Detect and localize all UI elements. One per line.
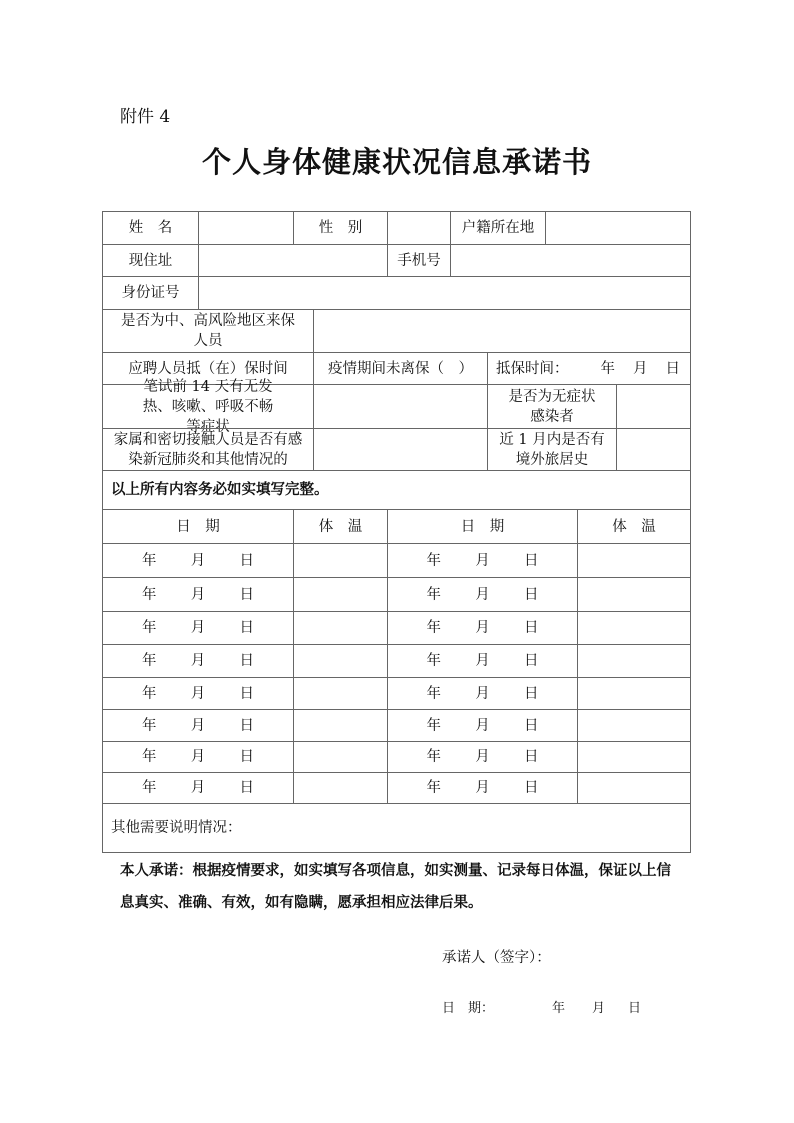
pledge-text: 本人承诺：根据疫情要求，如实填写各项信息，如实测量、记录每日体温，保证以上信息真实、准确、有效，如有隐瞒，愿承担相应法律后果。 [120,862,671,911]
temp-value-field[interactable] [577,611,691,645]
date-part: 日 [524,685,539,702]
day-text: 日 [665,360,680,377]
signer-label: 承诺人（签字）： [442,950,551,966]
date-parts [142,551,254,571]
notice-text: 以上所有内容务必如实填写完整。 [102,470,691,510]
date-part: 月 [475,653,490,669]
date-part: 日 [524,552,539,569]
temp-date-field[interactable] [102,644,294,678]
temp-header-1: 体 温 [293,509,388,544]
risk-area-label: 是否为中、高风险地区来保人员 [102,309,314,353]
temp-date-field[interactable] [102,709,294,742]
date-part: 年 [142,685,157,702]
temp-date-field[interactable] [387,772,578,804]
date-part: 年 [142,780,157,796]
temp-date-field[interactable] [387,741,578,773]
phone-label: 手机号 [387,244,451,277]
date-part: 月 [475,749,490,765]
date-part: 日 [524,749,539,765]
contacts-field[interactable] [313,428,488,471]
temp-value-field[interactable] [293,543,388,578]
temp-header-2: 日 期 [387,509,578,544]
gender-field[interactable] [387,211,451,245]
not-left-checkbox[interactable]: 疫情期间未离保（ ） [313,352,488,385]
date-part: 月 [190,653,206,669]
other-notes-field[interactable]: 其他需要说明情况： [102,803,691,853]
date-part: 月 [190,780,206,796]
date-parts [427,684,539,704]
id-label: 身份证号 [102,276,199,310]
date-part: 月 [190,749,206,765]
date-part: 年 [142,653,157,669]
page-title: 个人身体健康状况信息承诺书 [201,145,592,179]
symptoms-field[interactable] [313,384,488,429]
temp-date-field[interactable] [387,644,578,678]
date-part: 日 [524,586,539,603]
date-part: 月 [475,717,490,734]
hukou-field[interactable] [545,211,691,245]
date-parts [142,651,254,671]
date-part: 年 [426,749,441,765]
date-part: 月 [190,586,206,603]
phone-field[interactable] [450,244,691,277]
date-part: 年 [142,552,157,569]
address-field[interactable] [198,244,388,277]
date-part: 年 [426,685,441,702]
temp-date-field[interactable] [102,611,294,645]
date-part: 日 [239,717,254,734]
date-part: 日 [239,749,254,765]
date-part: 日 [239,685,254,702]
temp-date-field[interactable] [102,577,294,612]
date-part: 年 [142,620,157,636]
date-parts [427,618,539,638]
temp-date-field[interactable] [102,741,294,773]
date-part: 月 [475,685,490,702]
date-part: 日 [524,780,539,796]
date-part: 日 [239,780,254,796]
id-field[interactable] [198,276,691,310]
pledge-date [442,997,641,1016]
date-part: 日 [239,586,254,603]
date-part: 日 [239,620,254,636]
date-parts [427,778,539,798]
date-part: 月 [475,552,490,569]
name-label: 姓 名 [102,211,199,245]
date-part: 日 [239,552,254,569]
temp-date-field[interactable] [387,543,578,578]
date-part: 月 [475,586,490,603]
date-part: 年 [426,717,441,734]
temp-value-field[interactable] [293,772,388,804]
pledge-month: 月 [592,1001,606,1016]
hukou-label: 户籍所在地 [450,211,546,245]
temp-value-field[interactable] [293,644,388,678]
date-part: 年 [142,717,157,734]
symptoms-label: 笔试前 14 天有无发热、咳嗽、呼吸不畅等症状 [102,384,314,429]
date-parts [142,684,254,704]
asymptomatic-field[interactable] [616,384,691,429]
date-part: 月 [190,620,206,636]
temp-value-field[interactable] [577,741,691,773]
contacts-label: 家属和密切接触人员是否有感染新冠肺炎和其他情况的 [102,428,314,471]
gender-label: 性 别 [293,211,388,245]
temp-value-field[interactable] [577,543,691,578]
travel-label: 近 1 月内是否有境外旅居史 [487,428,617,471]
pledge-date-label: 日 期： [442,1001,495,1016]
temp-value-field[interactable] [577,644,691,678]
date-parts [427,651,539,671]
date-part: 年 [426,620,441,636]
name-field[interactable] [198,211,294,245]
asymptomatic-label: 是否为无症状感染者 [487,384,617,429]
date-part: 年 [426,586,441,603]
date-parts [427,716,539,736]
temp-value-field[interactable] [577,772,691,804]
attachment-label: 附件 4 [120,107,171,127]
date-parts [142,716,254,736]
date-part: 年 [426,552,441,569]
month-text: 月 [633,360,648,377]
temp-date-field[interactable] [387,611,578,645]
temp-value-field[interactable] [293,709,388,742]
temp-value-field[interactable] [577,709,691,742]
date-parts [427,585,539,605]
temp-date-field[interactable] [102,677,294,710]
date-part: 年 [426,780,441,796]
date-part: 年 [142,749,157,765]
arrival-time-field[interactable] [487,352,691,385]
date-part: 月 [190,717,206,734]
risk-area-field[interactable] [313,309,691,353]
address-label: 现住址 [102,244,199,277]
pledge-year: 年 [552,1001,566,1016]
temp-value-field[interactable] [293,677,388,710]
date-parts [427,747,539,767]
date-part: 日 [524,717,539,734]
date-part: 月 [475,780,490,796]
date-part: 年 [142,586,157,603]
travel-field[interactable] [616,428,691,471]
date-parts [427,551,539,571]
date-parts [142,585,254,605]
date-part: 日 [524,620,539,636]
temp-date-field[interactable] [387,677,578,710]
temp-date-field[interactable] [102,772,294,804]
temp-value-field[interactable] [293,577,388,612]
temp-value-field[interactable] [293,741,388,773]
date-part: 月 [475,620,490,636]
date-parts [142,778,254,798]
temp-date-field[interactable] [102,543,294,578]
date-part: 年 [426,653,441,669]
date-part: 日 [239,653,254,669]
temp-value-field[interactable] [577,577,691,612]
arrival-time-label: 抵保时间： [496,360,569,377]
temp-date-field[interactable] [387,709,578,742]
temp-value-field[interactable] [577,677,691,710]
temp-date-field[interactable] [387,577,578,612]
temp-header-3: 体 温 [577,509,691,544]
date-parts [142,618,254,638]
temp-header-0: 日 期 [102,509,294,544]
pledge-day: 日 [628,1001,642,1016]
arrival-label: 应聘人员抵（在）保时间 [102,352,314,385]
year-text: 年 [600,360,615,377]
date-part: 月 [190,552,206,569]
date-parts [142,747,254,767]
date-part: 日 [524,653,539,669]
temp-value-field[interactable] [293,611,388,645]
date-part: 月 [190,685,206,702]
